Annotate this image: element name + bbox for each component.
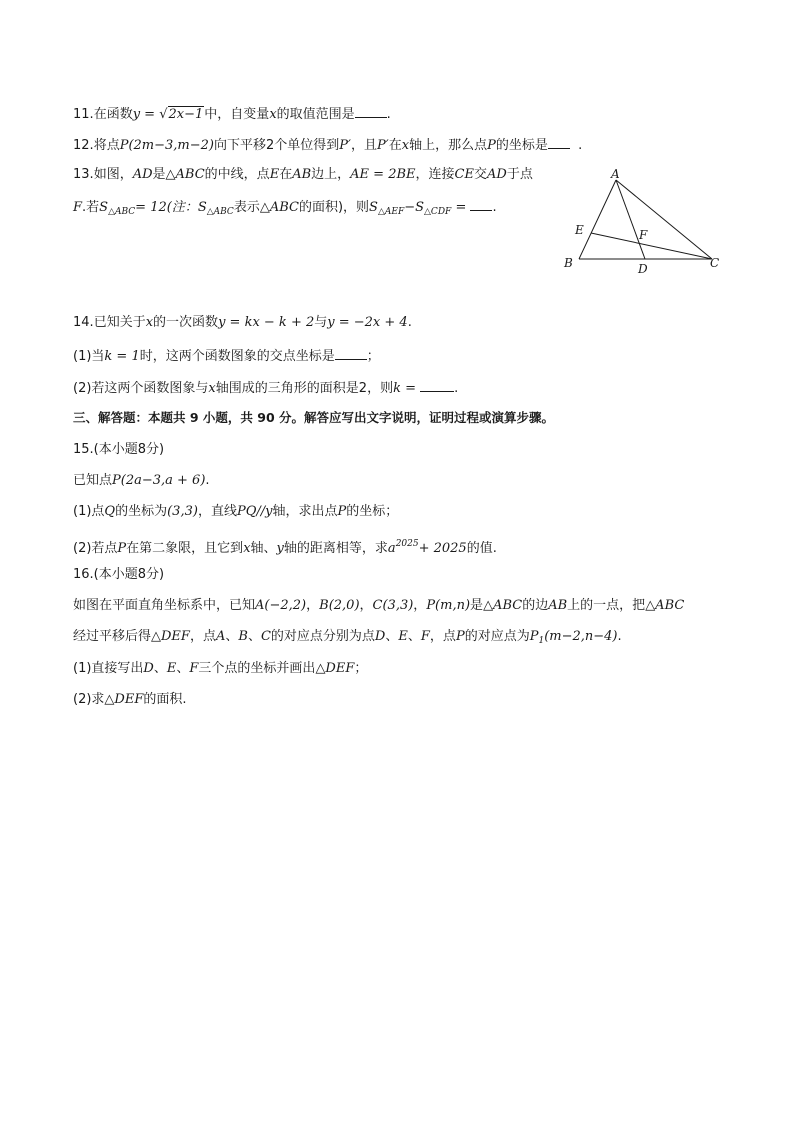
question-16-part-2 xyxy=(73,691,187,709)
q16-a: A xyxy=(215,629,226,644)
q16-p1: P xyxy=(529,629,539,644)
question-15-part-2 xyxy=(73,535,497,558)
q11-answer-blank[interactable] xyxy=(355,104,387,118)
question-16-heading: 16.(本小题8分) xyxy=(73,567,165,582)
q11-text-3: 的取值范围是 xyxy=(276,107,355,122)
q16-text-2: 是 xyxy=(470,598,484,613)
q13-e: E xyxy=(269,167,280,182)
q13-tri-2: △ABC xyxy=(259,200,299,215)
q14-text-2: 的一次函数 xyxy=(153,315,219,330)
q13-ab: AB xyxy=(292,167,312,182)
q13-end: . xyxy=(492,200,497,215)
question-14 xyxy=(73,314,412,332)
q13-f: F xyxy=(73,200,83,215)
q14-x: x xyxy=(145,315,154,330)
q11-text-2: 中，自变量 xyxy=(204,107,270,122)
q15-p2-end: 的值. xyxy=(466,541,497,556)
question-13-line-2 xyxy=(73,197,497,221)
q12-text-6: 轴上，那么点 xyxy=(409,138,488,153)
q15-p2-y: y xyxy=(276,541,284,556)
q14-f1: y = kx − k + 2 xyxy=(218,315,315,330)
label-f: F xyxy=(639,228,648,242)
section-3-heading: 三、解答题：本题共 9 小题，共 90 分。解答应写出文字说明，证明过程或演算步骤。 xyxy=(73,410,555,425)
q16-text-3: 的边 xyxy=(522,598,549,613)
q16-p2-end: 的面积. xyxy=(143,692,187,707)
q13-equals: = xyxy=(455,200,467,215)
q12-text-7: 的坐标是 xyxy=(495,138,548,153)
q16-e: E xyxy=(398,629,408,644)
q15-p2-x: x xyxy=(243,541,251,556)
q12-x: x xyxy=(401,138,410,153)
q12-text: 将点 xyxy=(93,138,120,153)
q16-p1-text-2: 三个点的坐标并画出 xyxy=(198,661,316,676)
question-14-part-1 xyxy=(73,346,380,366)
q14-p2-text-2: 轴围成的三角形的面积是 xyxy=(215,381,359,396)
q16-point-p: P(m,n) xyxy=(426,598,471,613)
q16-sep-1: 、 xyxy=(225,629,239,644)
q15-p2-text-4: 轴的距离相等，求 xyxy=(283,541,388,556)
q14-p1-text-2: 时，这两个函数图象的交点坐标是 xyxy=(139,349,335,364)
q15-q: Q xyxy=(104,504,116,519)
q15-p1-text-2: 的坐标为 xyxy=(115,504,168,519)
q13-text-2: 是 xyxy=(152,167,166,182)
q15-q-coord: (3,3) xyxy=(167,504,198,519)
q13-s-aef: $S_{\triangle AEF}$ xyxy=(369,200,405,217)
q16-p1-coord: (m−2,n−4) xyxy=(544,629,618,644)
q13-eq: AE = 2BE xyxy=(350,167,416,182)
q14-p1-end: ； xyxy=(366,349,380,364)
q13-ce: CE xyxy=(454,167,474,182)
q16-comma-2: ， xyxy=(359,598,373,613)
q14-f2: y = −2x + 4 xyxy=(327,315,408,330)
q16-b: B xyxy=(238,629,248,644)
q16-sep-6: 、 xyxy=(176,661,190,676)
q11-end: . xyxy=(386,107,391,122)
q16-p1-f: F xyxy=(189,661,199,676)
question-12 xyxy=(73,135,582,155)
q16-def: △DEF xyxy=(151,629,190,644)
q16-text-8: ，点 xyxy=(429,629,456,644)
question-16-line-1 xyxy=(73,597,684,615)
q12-end: . xyxy=(578,138,583,153)
q13-text-11: 的面积)，则 xyxy=(298,200,370,215)
q16-tri-2: △ABC xyxy=(645,598,685,613)
q14-p2-answer-blank[interactable] xyxy=(420,378,454,392)
q13-text-5: 边上， xyxy=(311,167,351,182)
q15-point: P(2a−3,a + 6) xyxy=(112,473,206,488)
q16-text-5: 经过平移后得 xyxy=(73,629,152,644)
q16-ab: AB xyxy=(548,598,568,613)
q16-p1-def: △DEF xyxy=(315,661,355,676)
q12-answer-blank[interactable] xyxy=(548,135,570,149)
q15-p2-p: P xyxy=(117,541,127,556)
q14-number: 14. xyxy=(73,315,94,330)
question-13-line-1 xyxy=(73,166,533,184)
q15-p: P xyxy=(337,504,347,519)
q16-p1-d: D xyxy=(143,661,154,676)
label-b: B xyxy=(564,256,573,270)
q13-s-cdf: $S_{\triangle CDF}$ xyxy=(415,200,452,217)
triangle-figure xyxy=(560,162,726,280)
q13-text-9: .若 xyxy=(82,200,100,215)
q16-sep-3: 、 xyxy=(385,629,399,644)
q16-sep-2: 、 xyxy=(247,629,261,644)
q15-p2-exponent: 2025 xyxy=(395,539,419,549)
q16-p1-e: E xyxy=(166,661,177,676)
q12-text-4: ，且 xyxy=(351,138,378,153)
label-a: A xyxy=(611,167,620,181)
q13-minus: − xyxy=(404,200,416,215)
q13-answer-blank[interactable] xyxy=(470,197,492,211)
q14-p2-x: x xyxy=(208,381,216,396)
question-15 xyxy=(73,472,210,490)
q11-text: 在函数 xyxy=(93,107,133,122)
q15-p2-text-2: 在第二象限，且它到 xyxy=(126,541,244,556)
question-16-line-2 xyxy=(73,628,622,650)
q14-p2-text-3: ，则 xyxy=(367,381,394,396)
q16-p1-subscript: 1 xyxy=(538,636,545,646)
q15-p1-end: 的坐标； xyxy=(346,504,399,519)
segment-ab xyxy=(579,180,616,259)
question-11 xyxy=(73,104,391,124)
q12-pprime: P′ xyxy=(339,138,351,153)
q16-comma-1: ， xyxy=(306,598,320,613)
segment-ce xyxy=(591,233,712,259)
q16-sep-4: 、 xyxy=(407,629,421,644)
q13-tri: △ABC xyxy=(165,167,205,182)
q16-p2-text: (2)求 xyxy=(73,692,105,707)
q16-tri: △ABC xyxy=(483,598,523,613)
q14-end: . xyxy=(407,315,412,330)
label-d: D xyxy=(638,262,648,276)
label-e: E xyxy=(575,223,584,237)
q12-text-5: 在 xyxy=(388,138,402,153)
q13-ad: AD xyxy=(132,167,153,182)
q14-p2-text: (2)若这两个函数图象与 xyxy=(73,381,209,396)
q16-c: C xyxy=(260,629,271,644)
q14-p1-text: (1)当 xyxy=(73,349,105,364)
q16-p2-def: △DEF xyxy=(104,692,144,707)
q12-p: P xyxy=(487,138,496,153)
q12-num: 2 xyxy=(266,138,275,153)
q16-p: P xyxy=(455,629,465,644)
question-16-part-1 xyxy=(73,660,367,678)
question-15-heading: 15.(本小题8分) xyxy=(73,442,165,457)
q12-point: P(2m−3,m−2) xyxy=(119,138,214,153)
q16-sep-5: 、 xyxy=(153,661,167,676)
q16-point-c: C(3,3) xyxy=(372,598,414,613)
q16-text-6: ，点 xyxy=(189,629,216,644)
q15-p2-plus: + 2025 xyxy=(418,541,467,556)
q16-d: D xyxy=(374,629,386,644)
q14-text-3: 与 xyxy=(314,315,328,330)
q12-text-3: 个单位得到 xyxy=(274,138,340,153)
q13-s-abc-value: = 12(注： xyxy=(135,200,198,215)
question-15-part-1 xyxy=(73,503,398,521)
q15-p2-text-3: 轴、 xyxy=(250,541,277,556)
q13-text-4: 在 xyxy=(279,167,293,182)
q13-ad-2: AD xyxy=(487,167,507,182)
q16-point-a: A(−2,2) xyxy=(255,598,307,613)
q13-text-3: 的中线，点 xyxy=(204,167,270,182)
q11-var: x xyxy=(269,107,277,122)
q16-end: . xyxy=(617,629,622,644)
q13-s-abc-2: $S_{\triangle ABC}$ xyxy=(197,200,234,217)
q15-p2-a: a xyxy=(387,541,396,556)
q13-text-6: ，连接 xyxy=(415,167,455,182)
q15-p2-text: (2)若点 xyxy=(73,541,118,556)
q13-text-7: 交 xyxy=(473,167,487,182)
q13-text-10: 表示 xyxy=(233,200,260,215)
q14-p2-k: k = xyxy=(393,381,416,396)
q11-function: y = √2x−1 xyxy=(132,107,204,122)
label-c: C xyxy=(710,256,720,270)
q13-number: 13. xyxy=(73,167,94,182)
q16-f: F xyxy=(420,629,430,644)
question-14-part-2 xyxy=(73,378,458,398)
q15-p1-text-3: ，直线 xyxy=(197,504,237,519)
q16-comma-3: ， xyxy=(413,598,427,613)
q12-text-2: 向下平移 xyxy=(213,138,266,153)
q16-text-4: 上的一点，把 xyxy=(567,598,646,613)
q12-pprime-2: P′ xyxy=(377,138,389,153)
q11-number: 11. xyxy=(73,107,94,122)
q15-text: 已知点 xyxy=(73,473,113,488)
q13-text: 如图， xyxy=(93,167,133,182)
q14-k1: k = 1 xyxy=(104,349,140,364)
q14-p2-end: . xyxy=(454,381,459,396)
q16-point-b: B(2,0) xyxy=(319,598,360,613)
q16-text-7: 的对应点分别为点 xyxy=(270,629,375,644)
q15-pq: PQ//y xyxy=(236,504,273,519)
q14-p2-num: 2 xyxy=(358,381,368,396)
q16-text: 如图在平面直角坐标系中，已知 xyxy=(73,598,256,613)
q15-p1-text-4: 轴，求出点 xyxy=(272,504,338,519)
q16-p1-text: (1)直接写出 xyxy=(73,661,144,676)
q14-p1-answer-blank[interactable] xyxy=(335,346,367,360)
q16-text-9: 的对应点为 xyxy=(464,629,530,644)
q12-number: 12. xyxy=(73,138,94,153)
q14-text: 已知关于 xyxy=(93,315,146,330)
q13-text-8: 于点 xyxy=(506,167,533,182)
q16-p1-end: ； xyxy=(354,661,368,676)
q15-end: . xyxy=(205,473,210,488)
q15-p1-text: (1)点 xyxy=(73,504,105,519)
q13-s-abc: $S_{\triangle ABC}$ xyxy=(99,200,136,217)
